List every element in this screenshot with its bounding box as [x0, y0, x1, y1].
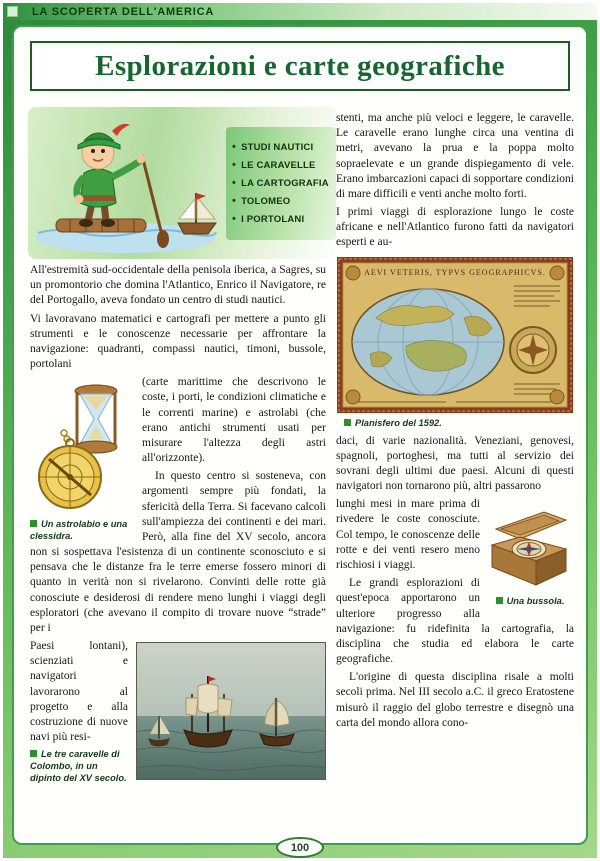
body-paragraph: Paesi lontani), scienziati e navigatori lavorarono al progetto e alla costruzione di nuove navi più resi-	[30, 640, 128, 744]
world-map-figure	[336, 256, 574, 429]
body-paragraph: Vi lavoravano matematici e cartografi per mettere a punto gli strumenti e le conoscenze necessarie per affrontare la navigazione: quadranti, compassi nautici, timoni, bussole, portolani	[30, 312, 326, 371]
bullet-icon: •	[232, 159, 237, 171]
caravels-painting-figure	[136, 642, 326, 780]
topic-label: LE CARAVELLE	[241, 160, 316, 171]
topics-list	[226, 127, 336, 240]
body-paragraph: In questo centro si sosteneva, con argomenti sempre più fondati, la sfericità della Terra. Si facevano calcoli sull'ampiezza dei continenti e dei mari. Però, alla fine del XV secolo, ancora non si sospettava l'esistenza di un continente sconosciuto e si pensava che le distanze fra le terre emerse fossero minori di quanto in verità non si rivelarono. Convinti delle rotte già conosciute e desiderosi di rendere meno lunghi i viaggi degli esploratori (che avevano il compito di trovare nuove “strade” per i	[30, 470, 326, 634]
bullet-icon: •	[232, 195, 237, 207]
page-number: 100	[290, 841, 310, 854]
topic-label: TOLOMEO	[241, 196, 291, 207]
topic-label: STUDI NAUTICI	[241, 142, 314, 153]
body-paragraph: All'estremità sud-occidentale della penisola iberica, a Sagres, su un promontorio che domina l'Atlantico, Enrico il Navigatore, re del Portogallo, aveva fondato un centro di studi nautici.	[30, 264, 326, 307]
small-caravel-icon	[178, 193, 216, 234]
caption-square-icon	[30, 750, 37, 757]
caption-square-icon	[496, 597, 503, 604]
header-chip-icon	[7, 6, 18, 17]
topic-item	[232, 214, 330, 225]
compass-figure	[486, 499, 574, 607]
hourglass-icon	[75, 385, 117, 453]
map-caption: Planisfero del 1592.	[336, 417, 574, 429]
body-paragraph: (carte marittime che descrivono le coste, i porti, le condizioni climatiche e le correnti marine) e astrolabi (che erano antichi strumenti usati per misurare l'altezza degli astri all'orizzonte).	[142, 376, 326, 465]
compass-box-icon	[486, 499, 572, 593]
topic-item	[232, 178, 330, 189]
astrolabe-caption: Un astrolabio e una clessidra.	[30, 519, 128, 542]
body-paragraph: daci, di varie nazionalità. Veneziani, genovesi, spagnoli, portoghesi, ma tutti al servizio dei sovrani degli ultimi due paesi. Alcuni di questi navigatori non tornarono più, altri passarono	[336, 434, 574, 493]
article-title-box	[30, 41, 570, 91]
body-paragraph: stenti, ma anche più veloci e leggere, le caravelle. Le caravelle erano lunghe circa una ventina di metri, avevano la prua e la poppa molto sopraelevate e un grande dispiegamento di vele. Erano imbarcazioni capaci di sopportare condizioni di mare difficili e venti anche molto forti.	[336, 112, 574, 200]
body-paragraph: lunghi mesi in mare prima di rivedere le coste conosciute. Col tempo, le conoscenze delle rotte e dei venti resero meno rischiosi i viaggi.	[336, 498, 480, 571]
map-plate-title: AEVI VETERIS, TYPVS GEOGRAPHICVS.	[364, 267, 546, 277]
body-paragraph: Le grandi esplorazioni di quest'epoca apportarono un ulteriore progresso alla navigazione: fu ridefinita la cartografia, la disciplina che studia ed elabora le carte geografiche.	[336, 577, 574, 666]
explorer-figure	[75, 124, 146, 227]
astrolabe-hourglass-icon	[30, 377, 130, 515]
page-frame	[3, 20, 597, 858]
topic-item	[232, 196, 330, 207]
bullet-icon: •	[232, 141, 237, 153]
page-number-badge	[276, 837, 324, 858]
topic-label: I PORTOLANI	[241, 214, 305, 225]
caption-square-icon	[30, 520, 37, 527]
astrolabe-figure	[30, 377, 134, 542]
article-title: Esplorazioni e carte geografiche	[95, 49, 505, 82]
caravels-painting-icon	[136, 642, 326, 780]
right-text-column	[336, 111, 574, 734]
topic-item	[232, 160, 330, 171]
bullet-icon: •	[232, 177, 237, 189]
explorer-cartoon-icon	[30, 111, 222, 257]
left-text-column	[30, 263, 326, 785]
raft-icon	[56, 219, 146, 232]
caravels-caption: Le tre caravelle di Colombo, in un dipinto del XV secolo.	[30, 749, 127, 784]
chapter-title: LA SCOPERTA DELL'AMERICA	[32, 5, 215, 18]
topic-label: LA CARTOGRAFIA	[241, 178, 329, 189]
bullet-icon: •	[232, 213, 237, 225]
explorer-illustration	[30, 111, 222, 257]
body-paragraph: I primi viaggi di esplorazione lungo le coste africane e nell'Atlantico furono fatti da navigatori esperti e au-	[336, 206, 574, 249]
body-paragraph: L'origine di questa disciplina risale a molti secoli prima. Nel III secolo a.C. il greco Eratostene misurò il raggio del globo terrestre e disegnò una carta del mondo allora cono-	[336, 671, 574, 729]
page-content	[12, 25, 588, 845]
compass-caption: Una bussola.	[486, 595, 574, 607]
caption-square-icon	[344, 419, 351, 426]
planisphere-map-icon	[336, 256, 574, 414]
topic-item	[232, 142, 330, 153]
chapter-header	[3, 3, 597, 20]
